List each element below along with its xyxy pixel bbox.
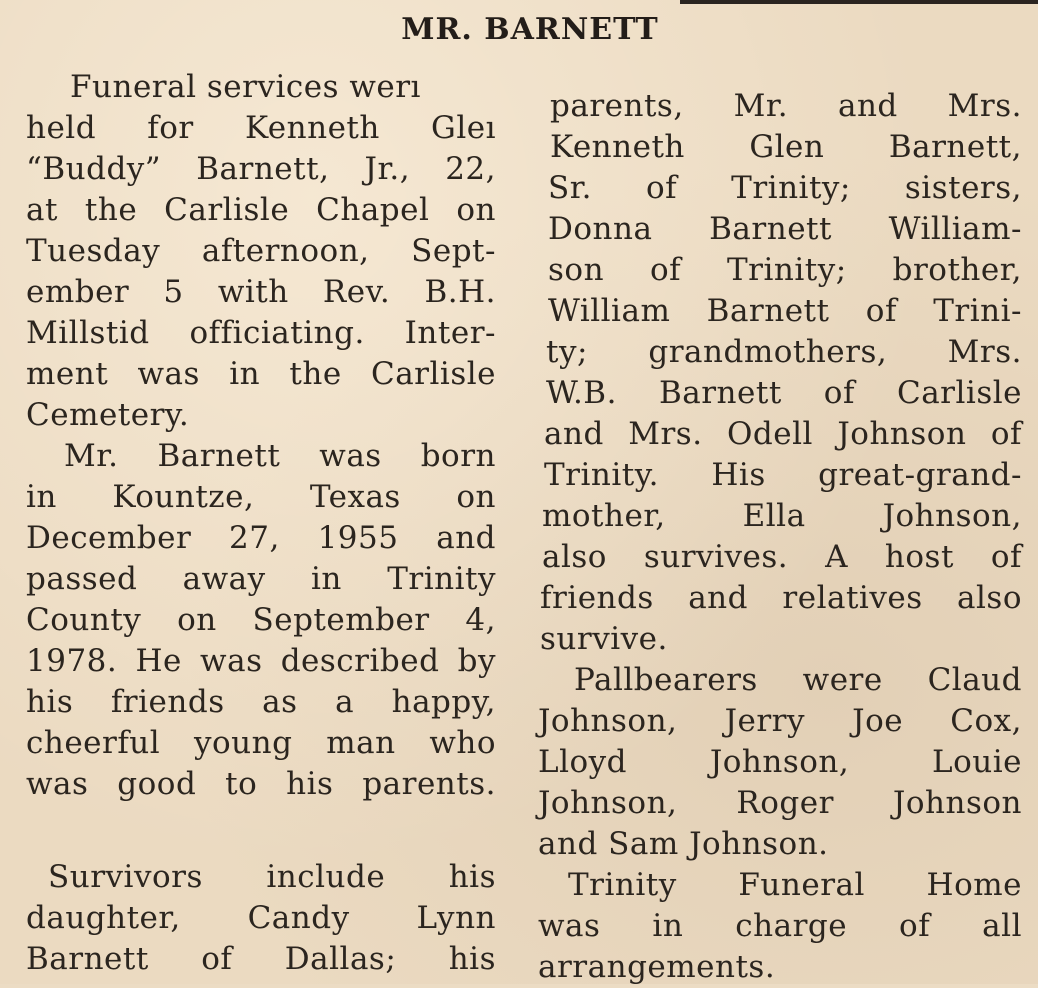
text-line: Lloyd Johnson, Louie (538, 744, 1022, 780)
text-line: Mr. Barnett was born (64, 438, 496, 474)
text-line: and Mrs. Odell Johnson of (544, 416, 1022, 452)
text-line: son of Trinity; brother, (548, 252, 1022, 288)
text-line: County on September 4, (26, 602, 496, 638)
text-line: W.B. Barnett of Carlisle (546, 375, 1022, 411)
text-line: Donna Barnett William- (548, 211, 1022, 247)
text-line: ember 5 with Rev. B.H. (26, 274, 496, 310)
text-line: 1978. He was described by (26, 643, 496, 679)
text-line: daughter, Candy Lynn (26, 900, 496, 936)
text-line: also survives. A host of (542, 539, 1022, 575)
family-paragraph (538, 86, 1022, 660)
text-line: parents, Mr. and Mrs. (550, 88, 1022, 124)
text-line: passed away in Trinity (26, 561, 496, 597)
text-line: Trinity Funeral Home (568, 867, 1022, 903)
text-line: Millstid officiating. Inter- (26, 315, 496, 351)
text-line: his friends as a happy, (26, 684, 496, 720)
text-line: Barnett of Dallas; his (26, 941, 496, 977)
text-line: friends and relatives also (540, 580, 1022, 616)
text-line: was good to his parents. (26, 766, 496, 802)
text-line: mother, Ella Johnson, (542, 498, 1022, 534)
text-line: Sr. of Trinity; sisters, (548, 170, 1022, 206)
left-column (26, 67, 496, 980)
right-column (538, 86, 1022, 988)
text-line: and Sam Johnson. (538, 826, 829, 862)
text-line: survive. (540, 621, 668, 657)
column-rule (680, 0, 1038, 4)
text-line: held for Kenneth Gleı (26, 110, 496, 146)
text-line: ment was in the Carlisle (26, 356, 496, 392)
text-line: was in charge of all (538, 908, 1022, 944)
text-line: “Buddy” Barnett, Jr., 22, (26, 151, 496, 187)
text-line: arrangements. (538, 949, 776, 985)
pallbearers-paragraph (538, 660, 1022, 865)
biography-paragraph (26, 436, 496, 805)
text-line: in Kountze, Texas on (26, 479, 496, 515)
obituary-headline: MR. BARNETT (401, 12, 659, 47)
survivors-paragraph (26, 857, 496, 980)
text-line: Johnson, Jerry Joe Cox, (538, 703, 1022, 739)
text-line: Johnson, Roger Johnson (538, 785, 1022, 821)
text-line: Pallbearers were Claud (574, 662, 1022, 698)
text-line: Survivors include his (48, 859, 496, 895)
text-line: Trinity. His great-grand- (544, 457, 1022, 493)
text-line: Tuesday afternoon, Sept- (26, 233, 496, 269)
text-line: Kenneth Glen Barnett, (550, 129, 1022, 165)
services-paragraph (26, 67, 496, 436)
text-line: William Barnett of Trini- (548, 293, 1022, 329)
text-line: Funeral services werı (70, 69, 421, 105)
text-line: ty; grandmothers, Mrs. (546, 334, 1022, 370)
text-line: cheerful young man who (26, 725, 496, 761)
text-line: December 27, 1955 and (26, 520, 496, 556)
text-line: at the Carlisle Chapel on (26, 192, 496, 228)
funeral-home-paragraph (538, 865, 1022, 988)
text-line: Cemetery. (26, 397, 190, 433)
